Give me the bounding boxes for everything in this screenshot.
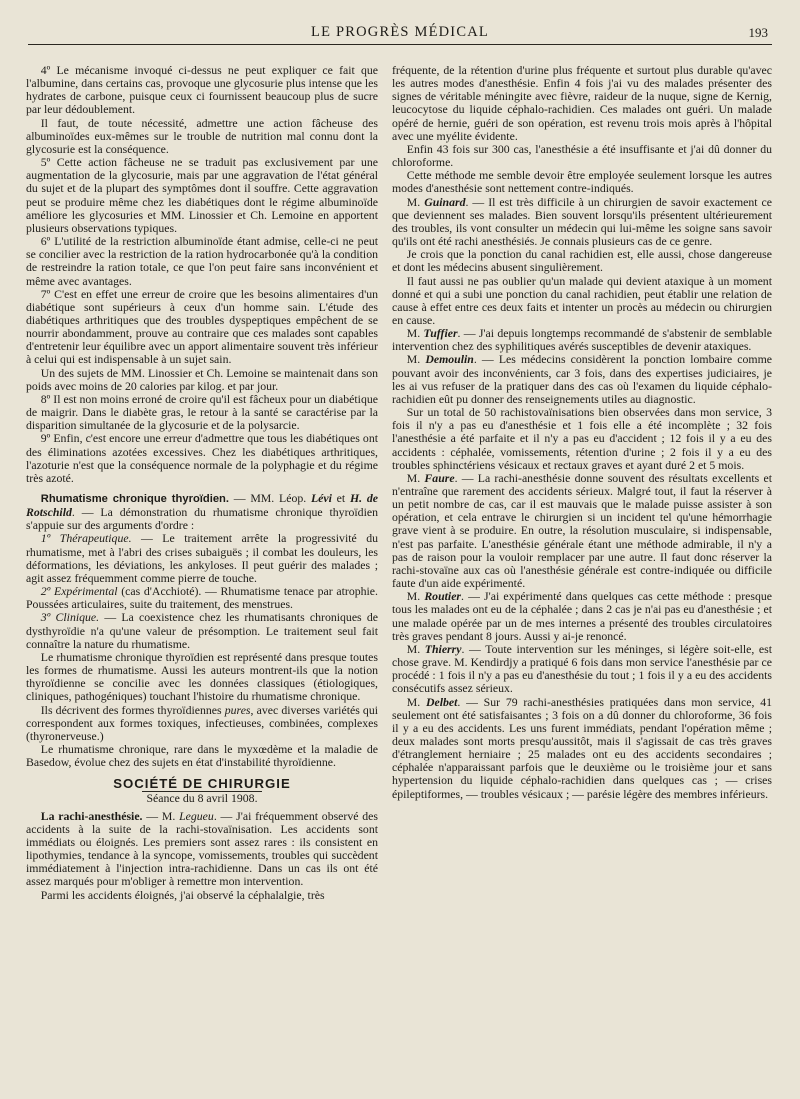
speaker-name: Demoulin: [425, 352, 474, 367]
paragraph: Je crois que la ponction du canal rachidien est, elle aussi, chose dangereuse et dont les médecins abusent singulièrement.: [392, 247, 772, 275]
speaker-paragraph: M. Thierry. — Toute intervention sur les méninges, si légère soit-elle, est chose grave. M. Kendirdjy a pratiqué 6 fois dans mon service l'anesthésie par ce procédé : 1 fois il n'y a pas eu d'anesthésie du tout ; 1 fois il y a eu des accidents consécutifs assez sérieux.: [392, 641, 772, 696]
abstract-title: Rhumatisme chronique thyroïdien.: [40, 493, 229, 505]
speaker-paragraph: M. Demoulin. — Les médecins considèrent la ponction lombaire comme pouvant avoir des inconvénients, car 3 fois, dans des expertises judiciaires, je les ai vus refuser de la pratiquer dans des cas où l'examen du liquide céphalo-rachidien eût pu donner des renseignements utiles au diagnostic.: [392, 352, 772, 406]
paragraph: fréquente, de la rétention d'urine plus fréquente et surtout plus durable qu'avec les autres modes d'anesthésie. Enfin 4 fois j'ai vu des malades présenter des signes de véritable méningite avec fièvre, raideur de la nuque, signe de Kernig, leucocytose du liquide céphalo-rachidien. Ces malades ont guéri. Un malade opéré de hernie, guéri de son opération, est revenu trois mois après à l'hôpital avec une myélite évidente.: [392, 64, 772, 143]
paragraph: 6º L'utilité de la restriction albuminoïde étant admise, celle-ci ne peut se concilier avec la restriction de la ration hydrocarbonée qu'à la condition de restreindre la ration totale, ce que l'on peut faire sans inconvénient et même avec avantages.: [26, 234, 378, 288]
speaker-name: Tuffier: [423, 326, 458, 341]
paragraph: Parmi les accidents éloignés, j'ai observé la céphalalgie, très: [40, 887, 325, 902]
paragraph: 1º Thérapeutique. — Le traitement arrête la progressivité du rhumatisme, met à l'abri des crises subaiguës ; il combat les douleurs, les déformations, les déviations, les ankyloses. Il peut guérir des malades ; agit assez fréquemment comme pierre de touche.: [26, 531, 378, 585]
paragraph: Ils décrivent des formes thyroïdiennes pures, avec diverses variétés qui correspondent aux formes toxiques, infectieuses, combinées, complexes (thyronerveuse.): [26, 702, 378, 743]
speaker-paragraph: M. Delbet. — Sur 79 rachi-anesthésies pratiquées dans mon service, 41 seulement ont été satisfaisantes ; 3 fois on a dû donner du chloroforme, 36 fois il y a eu des accidents. Les uns furent immédiats, pendant l'opération même ; deux malades sont morts presqu'aussitôt, mais il s'agissait de cas très graves d'étranglement herniaire ; 25 malades ont eu des accidents secondaires ; céphalée n'apparaissant parfois que le deuxième ou le troisième jour et sans hypertension du liquide céphalo-rachidien dans quelques cas ; — crises épileptiformes, — troubles vésicaux ; — parésie légère des membres inférieurs.: [392, 694, 772, 801]
speaker-name: Routier: [424, 589, 462, 604]
paragraph: 8º Il est non moins erroné de croire qu'il est fâcheux pour un diabétique de maigrir. Dans le diabète gras, le retour à la santé se caractérise par la disparition simultanée de la glycosurie et de la polysarcie.: [26, 391, 378, 433]
author-name: H. de Rotschild: [26, 491, 378, 520]
author-name: Legueu: [179, 808, 214, 823]
author-name: Lévi: [310, 491, 332, 505]
paragraph: 4º Le mécanisme invoqué ci-dessus ne peut expliquer ce fait que l'albumine, dans certains cas, provoque une glycosurie plus intense que les hydrates de carbone, puisque ceux ci fournissent beaucoup plus de sucre par leur dédoublement.: [26, 64, 378, 117]
paragraph: Un des sujets de MM. Linossier et Ch. Lemoine se maintenait dans son poids avec moins de 20 calories par kilog. et par jour.: [26, 365, 378, 393]
rachi-abstract: La rachi-anesthésie. — M. Legueu. — J'ai fréquemment observé des accidents à la suite de la rachi-stovaïnisation. Les accidents sont immédiats ou éloignés. Les premiers sont assez rares : ils consistent en lipothymies, tendance à la syncope, vomissements, troubles qui succèdent immédiatement à l'injection intra-rachidienne. Dans un cas ils ont été assez marqués pour m'obliger à remettre mon intervention.: [26, 808, 378, 889]
paragraph: Le rhumatisme chronique thyroïdien est représenté dans presque toutes les formes de rhumatisme. Aussi les auteurs montrent-ils que la notion thyroïdienne se concilie avec les données classiques (étiologiques, cliniques, pathogéniques) touchant l'histoire du rhumatisme chronique.: [26, 649, 378, 704]
paragraph: 3º Clinique. — La coexistence chez les rhumatisants chroniques de dysthyroïdie n'a qu'une valeur de présomption. Le traitement seul fait connaître la nature du rhumatisme.: [26, 610, 378, 651]
running-header: [28, 22, 772, 45]
right-column: [392, 64, 772, 1079]
paragraph: Cette méthode me semble devoir être employée seulement lorsque les autres modes d'anesthésie sont nettement contre-indiqués.: [392, 168, 772, 196]
paragraph: Il faut, de toute nécessité, admettre une action fâcheuse des albuminoïdes eux-mêmes sur le trouble de nutrition mal connu dont la glycosurie est la conséquence.: [26, 115, 378, 156]
speaker-name: Thierry: [424, 641, 462, 656]
speaker-paragraph: M. Guinard. — Il est très difficile à un chirurgien de savoir exactement ce que deviennent ses malades. Bien souvent lorsqu'ils présentent ultérieurement des troubles, ils vont consulter un médecin qui lui-même les soigne sans savoir qu'ils ont été rachi anesthésiés. Je connais plusieurs cas de ce genre.: [392, 194, 772, 249]
paragraph: Le rhumatisme chronique, rare dans le myxœdème et la maladie de Basedow, évolue chez des sujets en état d'instabilité thyroïdienne.: [26, 741, 378, 770]
speaker-paragraph: M. Faure. — La rachi-anesthésie donne souvent des résultats excellents et n'entraîne que rarement des accidents sérieux. Malgré tout, il faut la réserver à un petit nombre de cas, car il est mauvais que le malade puisse assister à son opération, et cela entrave le chirurgien si un incident tel qu'une hémorrhagie grave vient à se produire. En outre, la résolution musculaire, si indispensable, n'est pas parfaite. L'anesthésie générale étant une méthode admirable, il n'y a pas de raison pour la vouloir remplacer par une autre. Il faut donc réserver la rachi-stovaïne aux cas où l'anesthésie générale est contre-indiquée ou difficile faute d'un aide expérimenté.: [392, 470, 772, 591]
abstract-title: La rachi-anesthésie.: [40, 808, 143, 823]
paragraph: 9º Enfin, c'est encore une erreur d'admettre que tous les diabétiques ont des éliminations azotées excessives. Chez les diabétiques arthritiques, l'azoturie n'est que la conséquence normale de la polyphagie et du régime très azoté.: [26, 431, 378, 485]
paragraph: 2º Expérimental (cas d'Acchioté). — Rhumatisme tenace par atrophie. Poussées articulaires, suite du traitement, des menstrues.: [26, 584, 378, 612]
paragraph: Sur un total de 50 rachistovaïnisations bien observées dans mon service, 3 fois il n'y a pas eu d'anesthésie et 1 fois elle a été incomplète ; 32 fois l'anesthésie a été parfaite et il n'y a pas eu d'accident ; 12 fois il y a eu des accidents : céphalée, vomissements, rétention d'urine ; 2 fois il y a eu des troubles sphinctériens vésicaux et rectaux graves et ayant duré 2 et 5 mois.: [392, 405, 772, 472]
paragraph: Enfin 43 fois sur 300 cas, l'anesthésie a été insuffisante et j'ai dû donner du chloroforme.: [392, 141, 772, 170]
speaker-paragraph: M. Routier. — J'ai expérimenté dans quelques cas cette méthode : presque tous les malades ont eu de la céphalée ; dans 2 cas je n'ai pas eu d'anesthésie ; et une malade opérée par un de mes internes a présenté des troubles circulatoires très graves pendant 8 jours. Aussi y ai-je renoncé.: [392, 589, 772, 643]
speaker-name: Guinard: [424, 194, 466, 209]
session-date: Séance du 8 avril 1908.: [146, 791, 258, 806]
speaker-paragraph: M. Tuffier. — J'ai depuis longtemps recommandé de s'abstenir de semblable intervention chez des syphilitiques avérés susceptibles de devenir ataxiques.: [392, 326, 772, 354]
speaker-name: Delbet: [425, 694, 458, 709]
left-column: [26, 64, 378, 1079]
paragraph: Il faut aussi ne pas oublier qu'un malade qui devient ataxique à un moment donné et qui a subi une ponction du canal rachidien, peut établir une relation de cause à effet entre ces deux faits et intenter un procès au médecin ou chirurgien en cause.: [392, 273, 772, 327]
section-heading: SOCIÉTÉ DE CHIRURGIE: [113, 776, 291, 792]
rhumatisme-abstract: Rhumatisme chronique thyroïdien. — MM. Léop. Lévi et H. de Rotschild. — La démonstration du rhumatisme chronique thyroïdien s'appuie sur des arguments d'ordre :: [26, 491, 378, 533]
journal-title: LE PROGRÈS MÉDICAL: [311, 24, 489, 40]
paragraph: 7º C'est en effet une erreur de croire que les besoins alimentaires d'un diabétique sont supérieurs à ceux d'un homme sain. L'étude des diabétiques arthritiques que des troubles dyspeptiques empêchent de se nourrir abondamment, prouve au contraire que ces malades sont capables d'entretenir leur équilibre avec un apport alimentaire souvent très inférieur à celui qui est indispensable à un sujet sain.: [26, 286, 378, 367]
page-number: 193: [748, 25, 768, 40]
paragraph: 5º Cette action fâcheuse ne se traduit pas exclusivement par une augmentation de la glycosurie, mais par une aggravation de l'état général du sujet et de la plupart des symptômes dont il souffre. Cette aggravation peut se produire même chez les diabétiques dont le régime albuminoïde améliore les glycosuries et MM. Linossier et Ch. Lemoine en apportent plusieurs observations typiques.: [26, 155, 378, 235]
speaker-name: Faure: [424, 470, 455, 485]
